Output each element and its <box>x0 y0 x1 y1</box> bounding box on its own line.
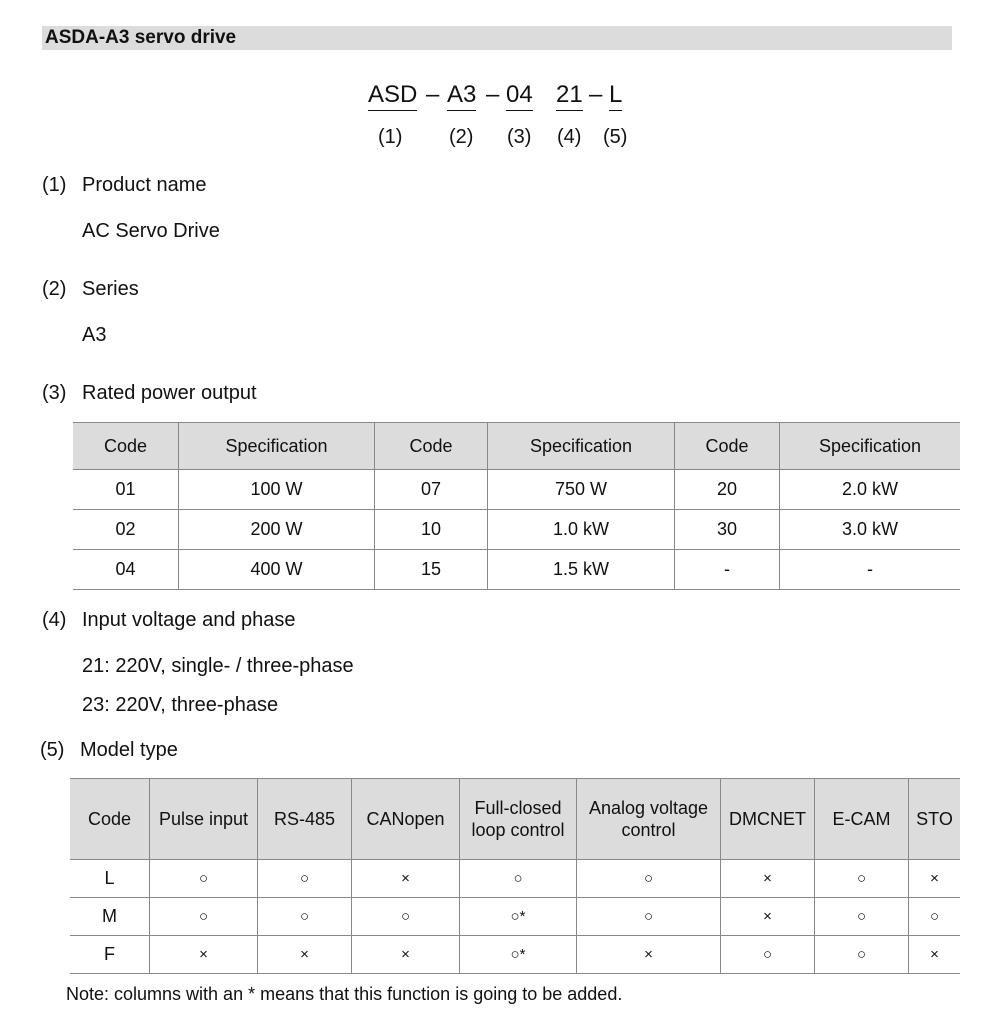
column-header: Full-closed loop control <box>460 779 577 860</box>
code-dash: – <box>426 81 440 108</box>
code-part-series: A3 <box>447 80 476 111</box>
table-cell: ○ <box>460 860 577 898</box>
table-cell: ○ <box>577 860 721 898</box>
section-number: (2) <box>42 278 67 300</box>
section-number: (5) <box>40 739 65 761</box>
section-text: 23: 220V, three-phase <box>82 694 279 716</box>
section-heading: Rated power output <box>82 382 257 404</box>
table-row <box>70 936 960 974</box>
table-cell: 04 <box>73 550 179 590</box>
table-row <box>70 898 960 936</box>
section-number: (1) <box>42 174 67 196</box>
column-header: STO <box>909 779 961 860</box>
section-heading: Model type <box>80 739 178 761</box>
table-cell: 20 <box>675 470 780 510</box>
code-part-type: L <box>609 80 622 111</box>
table-cell: ○ <box>815 860 909 898</box>
table-row <box>73 550 960 590</box>
section-number: (4) <box>42 609 67 631</box>
table-cell: 15 <box>375 550 488 590</box>
table-cell: ○ <box>909 898 961 936</box>
column-header: Code <box>70 779 150 860</box>
section-heading: Product name <box>82 174 207 196</box>
table-row <box>70 860 960 898</box>
table-cell: ○ <box>258 860 352 898</box>
table-cell: × <box>352 860 460 898</box>
table-cell: 200 W <box>179 510 375 550</box>
table-cell: 30 <box>675 510 780 550</box>
table-cell: ○ <box>815 898 909 936</box>
table-cell: 10 <box>375 510 488 550</box>
table-row <box>73 510 960 550</box>
column-header: Code <box>675 423 780 470</box>
column-header: DMCNET <box>721 779 815 860</box>
table-cell: × <box>577 936 721 974</box>
code-index: (2) <box>449 126 474 148</box>
table-cell: ○* <box>460 898 577 936</box>
table-cell: 100 W <box>179 470 375 510</box>
table-cell: × <box>909 936 961 974</box>
table-cell: × <box>909 860 961 898</box>
table-cell: - <box>675 550 780 590</box>
table-cell: × <box>258 936 352 974</box>
footnote: Note: columns with an * means that this function is going to be added. <box>66 984 623 1004</box>
section-heading: Input voltage and phase <box>82 609 296 631</box>
code-dash: – <box>486 81 500 108</box>
code-index: (4) <box>557 126 582 148</box>
code-part-product: ASD <box>368 80 417 111</box>
table-cell: × <box>352 936 460 974</box>
table-cell: ○* <box>460 936 577 974</box>
page-title: ASDA-A3 servo drive <box>42 26 952 50</box>
column-header: RS-485 <box>258 779 352 860</box>
column-header: Pulse input <box>150 779 258 860</box>
code-part-voltage: 21 <box>556 80 583 111</box>
column-header: Specification <box>780 423 961 470</box>
table-cell: × <box>721 860 815 898</box>
table-cell: ○ <box>721 936 815 974</box>
column-header: CANopen <box>352 779 460 860</box>
code-index: (1) <box>378 126 403 148</box>
table-cell: ○ <box>258 898 352 936</box>
table-cell: 400 W <box>179 550 375 590</box>
code-part-power: 04 <box>506 80 533 111</box>
table-cell: 750 W <box>488 470 675 510</box>
code-index: (3) <box>507 126 532 148</box>
table-cell: 1.0 kW <box>488 510 675 550</box>
table-cell: ○ <box>150 898 258 936</box>
table-cell: × <box>150 936 258 974</box>
section-text: 21: 220V, single- / three-phase <box>82 655 354 677</box>
section-series <box>42 276 139 302</box>
table-cell: ○ <box>815 936 909 974</box>
table-cell: - <box>780 550 961 590</box>
table-cell: 02 <box>73 510 179 550</box>
table-cell: ○ <box>352 898 460 936</box>
power-table <box>73 422 960 590</box>
table-row <box>73 470 960 510</box>
table-cell: 2.0 kW <box>780 470 961 510</box>
section-rated-power <box>42 380 257 406</box>
column-header: Code <box>375 423 488 470</box>
table-cell: 07 <box>375 470 488 510</box>
section-text: A3 <box>82 324 107 346</box>
column-header: E-CAM <box>815 779 909 860</box>
table-cell: ○ <box>150 860 258 898</box>
column-header: Specification <box>488 423 675 470</box>
table-cell: 1.5 kW <box>488 550 675 590</box>
table-cell: L <box>70 860 150 898</box>
column-header: Specification <box>179 423 375 470</box>
section-number: (3) <box>42 382 67 404</box>
code-index: (5) <box>603 126 628 148</box>
table-cell: F <box>70 936 150 974</box>
section-heading: Series <box>82 278 139 300</box>
section-text: AC Servo Drive <box>82 220 220 242</box>
model-type-table <box>70 778 960 974</box>
table-cell: ○ <box>577 898 721 936</box>
table-cell: M <box>70 898 150 936</box>
section-product-name <box>42 172 207 198</box>
table-cell: × <box>721 898 815 936</box>
code-dash: – <box>589 81 603 108</box>
column-header: Code <box>73 423 179 470</box>
table-cell: 01 <box>73 470 179 510</box>
column-header: Analog voltage control <box>577 779 721 860</box>
section-input-voltage <box>42 607 296 633</box>
table-cell: 3.0 kW <box>780 510 961 550</box>
section-model-type <box>40 737 178 763</box>
